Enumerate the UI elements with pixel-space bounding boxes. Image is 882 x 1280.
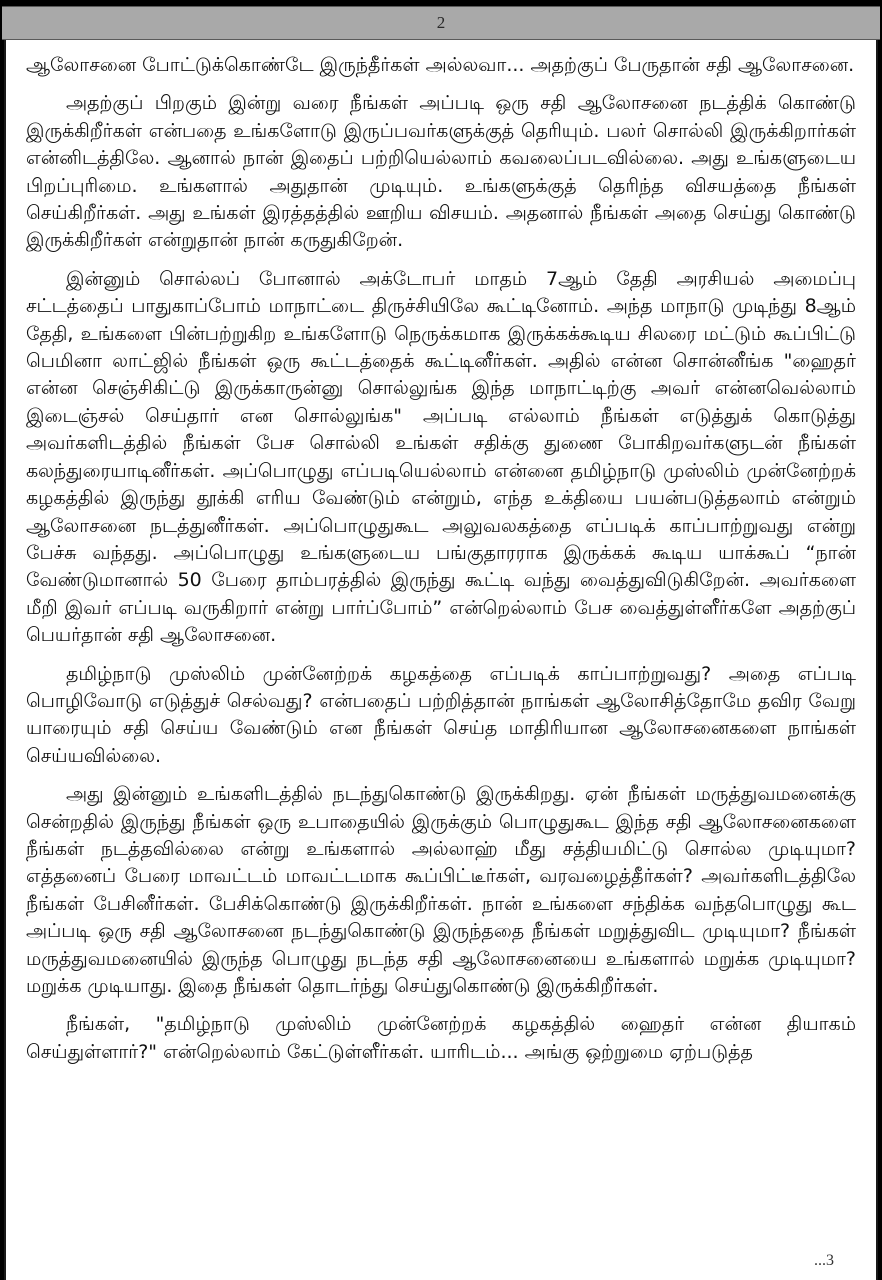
- paragraph-6: நீங்கள், "தமிழ்நாடு முஸ்லிம் முன்னேற்றக் கழகத்தில் ஹைதர் என்ன தியாகம் செய்துள்ளார்?" என்றெல்லாம் கேட்டுள்ளீர்கள். யாரிடம்... அங்கு ஒற்றுமை ஏற்படுத்த: [26, 1013, 856, 1063]
- document-page: [4, 40, 878, 1280]
- paragraph-5: அது இன்னும் உங்களிடத்தில் நடந்துகொண்டு இருக்கிறது. ஏன் நீங்கள் மருத்துவமனைக்கு சென்றதில் இருந்து நீங்கள் ஒரு உபாதையில் இருக்கும் பொழுதுகூட இந்த சதி ஆலோசனைகளை நீங்கள் நடத்தவில்லை என்று உங்களால் அல்லாஹ் மீது சத்தியமிட்டு சொல்ல முடியுமா? எத்தனைப் பேரை மாவட்டம் மாவட்டமாக கூப்பிட்டீர்கள், வரவழைத்தீர்கள்? அவர்களிடத்திலே நீங்கள் பேசினீர்கள். பேசிக்கொண்டு இருக்கிறீர்கள். நான் உங்களை சந்திக்க வந்தபொழுது கூட அப்படி ஒரு சதி ஆலோசனை நடந்துகொண்டு இருந்ததை நீங்கள் மறுத்துவிட முடியுமா? நீங்கள் மருத்துவமனையில் இருந்த பொழுது நடந்த சதி ஆலோசனையை உங்களால் மறுக்க முடியுமா? மறுக்க முடியாது. இதை நீங்கள் தொடர்ந்து செய்துகொண்டு இருக்கிறீர்கள்.: [26, 783, 856, 997]
- paragraph-3: இன்னும் சொல்லப் போனால் அக்டோபர் மாதம் 7ஆம் தேதி அரசியல் அமைப்பு சட்டத்தைப் பாதுகாப்போம் மாநாட்டை திருச்சியிலே கூட்டினோம். அந்த மாநாடு முடிந்து 8ஆம் தேதி, உங்களை பின்பற்றுகிற உங்களோடு நெருக்கமாக இருக்கக்கூடிய சிலரை மட்டும் கூப்பிட்டு பெமினா லாட்ஜில் நீங்கள் ஒரு கூட்டத்தைக் கூட்டினீர்கள். அதில் என்ன சொன்னீங்க "ஹைதர் என்ன செஞ்சிகிட்டு இருக்காருன்னு சொல்லுங்க இந்த மாநாட்டிற்கு அவர் என்னவெல்லாம் இடைஞ்சல் செய்தார் என சொல்லுங்க" அப்படி எல்லாம் நீங்கள் எடுத்துக் கொடுத்து அவர்களிடத்தில் நீங்கள் பேச சொல்லி உங்கள் சதிக்கு துணை போகிறவர்களுடன் நீங்கள் கலந்துரையாடினீர்கள். அப்பொழுது எப்படியெல்லாம் என்னை தமிழ்நாடு முஸ்லிம் முன்னேற்றக் கழகத்தில் இருந்து தூக்கி எரிய வேண்டும் என்றும், எந்த உக்தியை பயன்படுத்தலாம் என்றும் ஆலோசனை நடத்துனீர்கள். அப்பொழுதுகூட அலுவலகத்தை எப்படிக் காப்பாற்றுவது என்று பேச்சு வந்தது. அப்பொழுது உங்களுடைய பங்குதாரராக இருக்கக் கூடிய யாக்கூப் “நான் வேண்டுமானால் 50 பேரை தாம்பரத்தில் இருந்து கூட்டி வந்து வைத்துவிடுகிறேன். அவர்களை மீறி இவர் எப்படி வருகிறார் என்று பார்ப்போம்” என்றெல்லாம் பேச வைத்துள்ளீர்களே அதற்குப் பெயர்தான் சதி ஆலோசனை.: [26, 267, 856, 647]
- paragraph-1: ஆலோசனை போட்டுக்கொண்டே இருந்தீர்கள் அல்லவா... அதற்குப் பேருதான் சதி ஆலோசனை.: [26, 54, 855, 76]
- page-header-band: [2, 6, 880, 40]
- document-body: [26, 52, 856, 1077]
- paragraph-4: தமிழ்நாடு முஸ்லிம் முன்னேற்றக் கழகத்தை எப்படிக் காப்பாற்றுவது? அதை எப்படி பொழிவோடு எடுத்துச் செல்வது? என்பதைப் பற்றித்தான் நாங்கள் ஆலோசித்தோமே தவிர வேறு யாரையும் சதி செய்ய வேண்டும் என நீங்கள் செய்த மாதிரியான ஆலோசனைகளை நாங்கள் செய்யவில்லை.: [26, 662, 856, 767]
- paragraph-2: அதற்குப் பிறகும் இன்று வரை நீங்கள் அப்படி ஒரு சதி ஆலோசனை நடத்திக் கொண்டு இருக்கிறீர்கள் என்பதை உங்களோடு இருப்பவர்களுக்குத் தெரியும். பலர் சொல்லி இருக்கிறார்கள் என்னிடத்திலே. ஆனால் நான் இதைப் பற்றியெல்லாம் கவலைப்படவில்லை. அது உங்களுடைய பிறப்புரிமை. உங்களால் அதுதான் முடியும். உங்களுக்குத் தெரிந்த விசயத்தை நீங்கள் செய்கிறீர்கள். அது உங்கள் இரத்தத்தில் ஊறிய விசயம். அதனால் நீங்கள் அதை செய்து கொண்டு இருக்கிறீர்கள் என்றுதான் நான் கருதுகிறேன்.: [26, 92, 856, 252]
- continued-page-mark: ...3: [814, 1252, 834, 1269]
- page-number: 2: [436, 13, 446, 32]
